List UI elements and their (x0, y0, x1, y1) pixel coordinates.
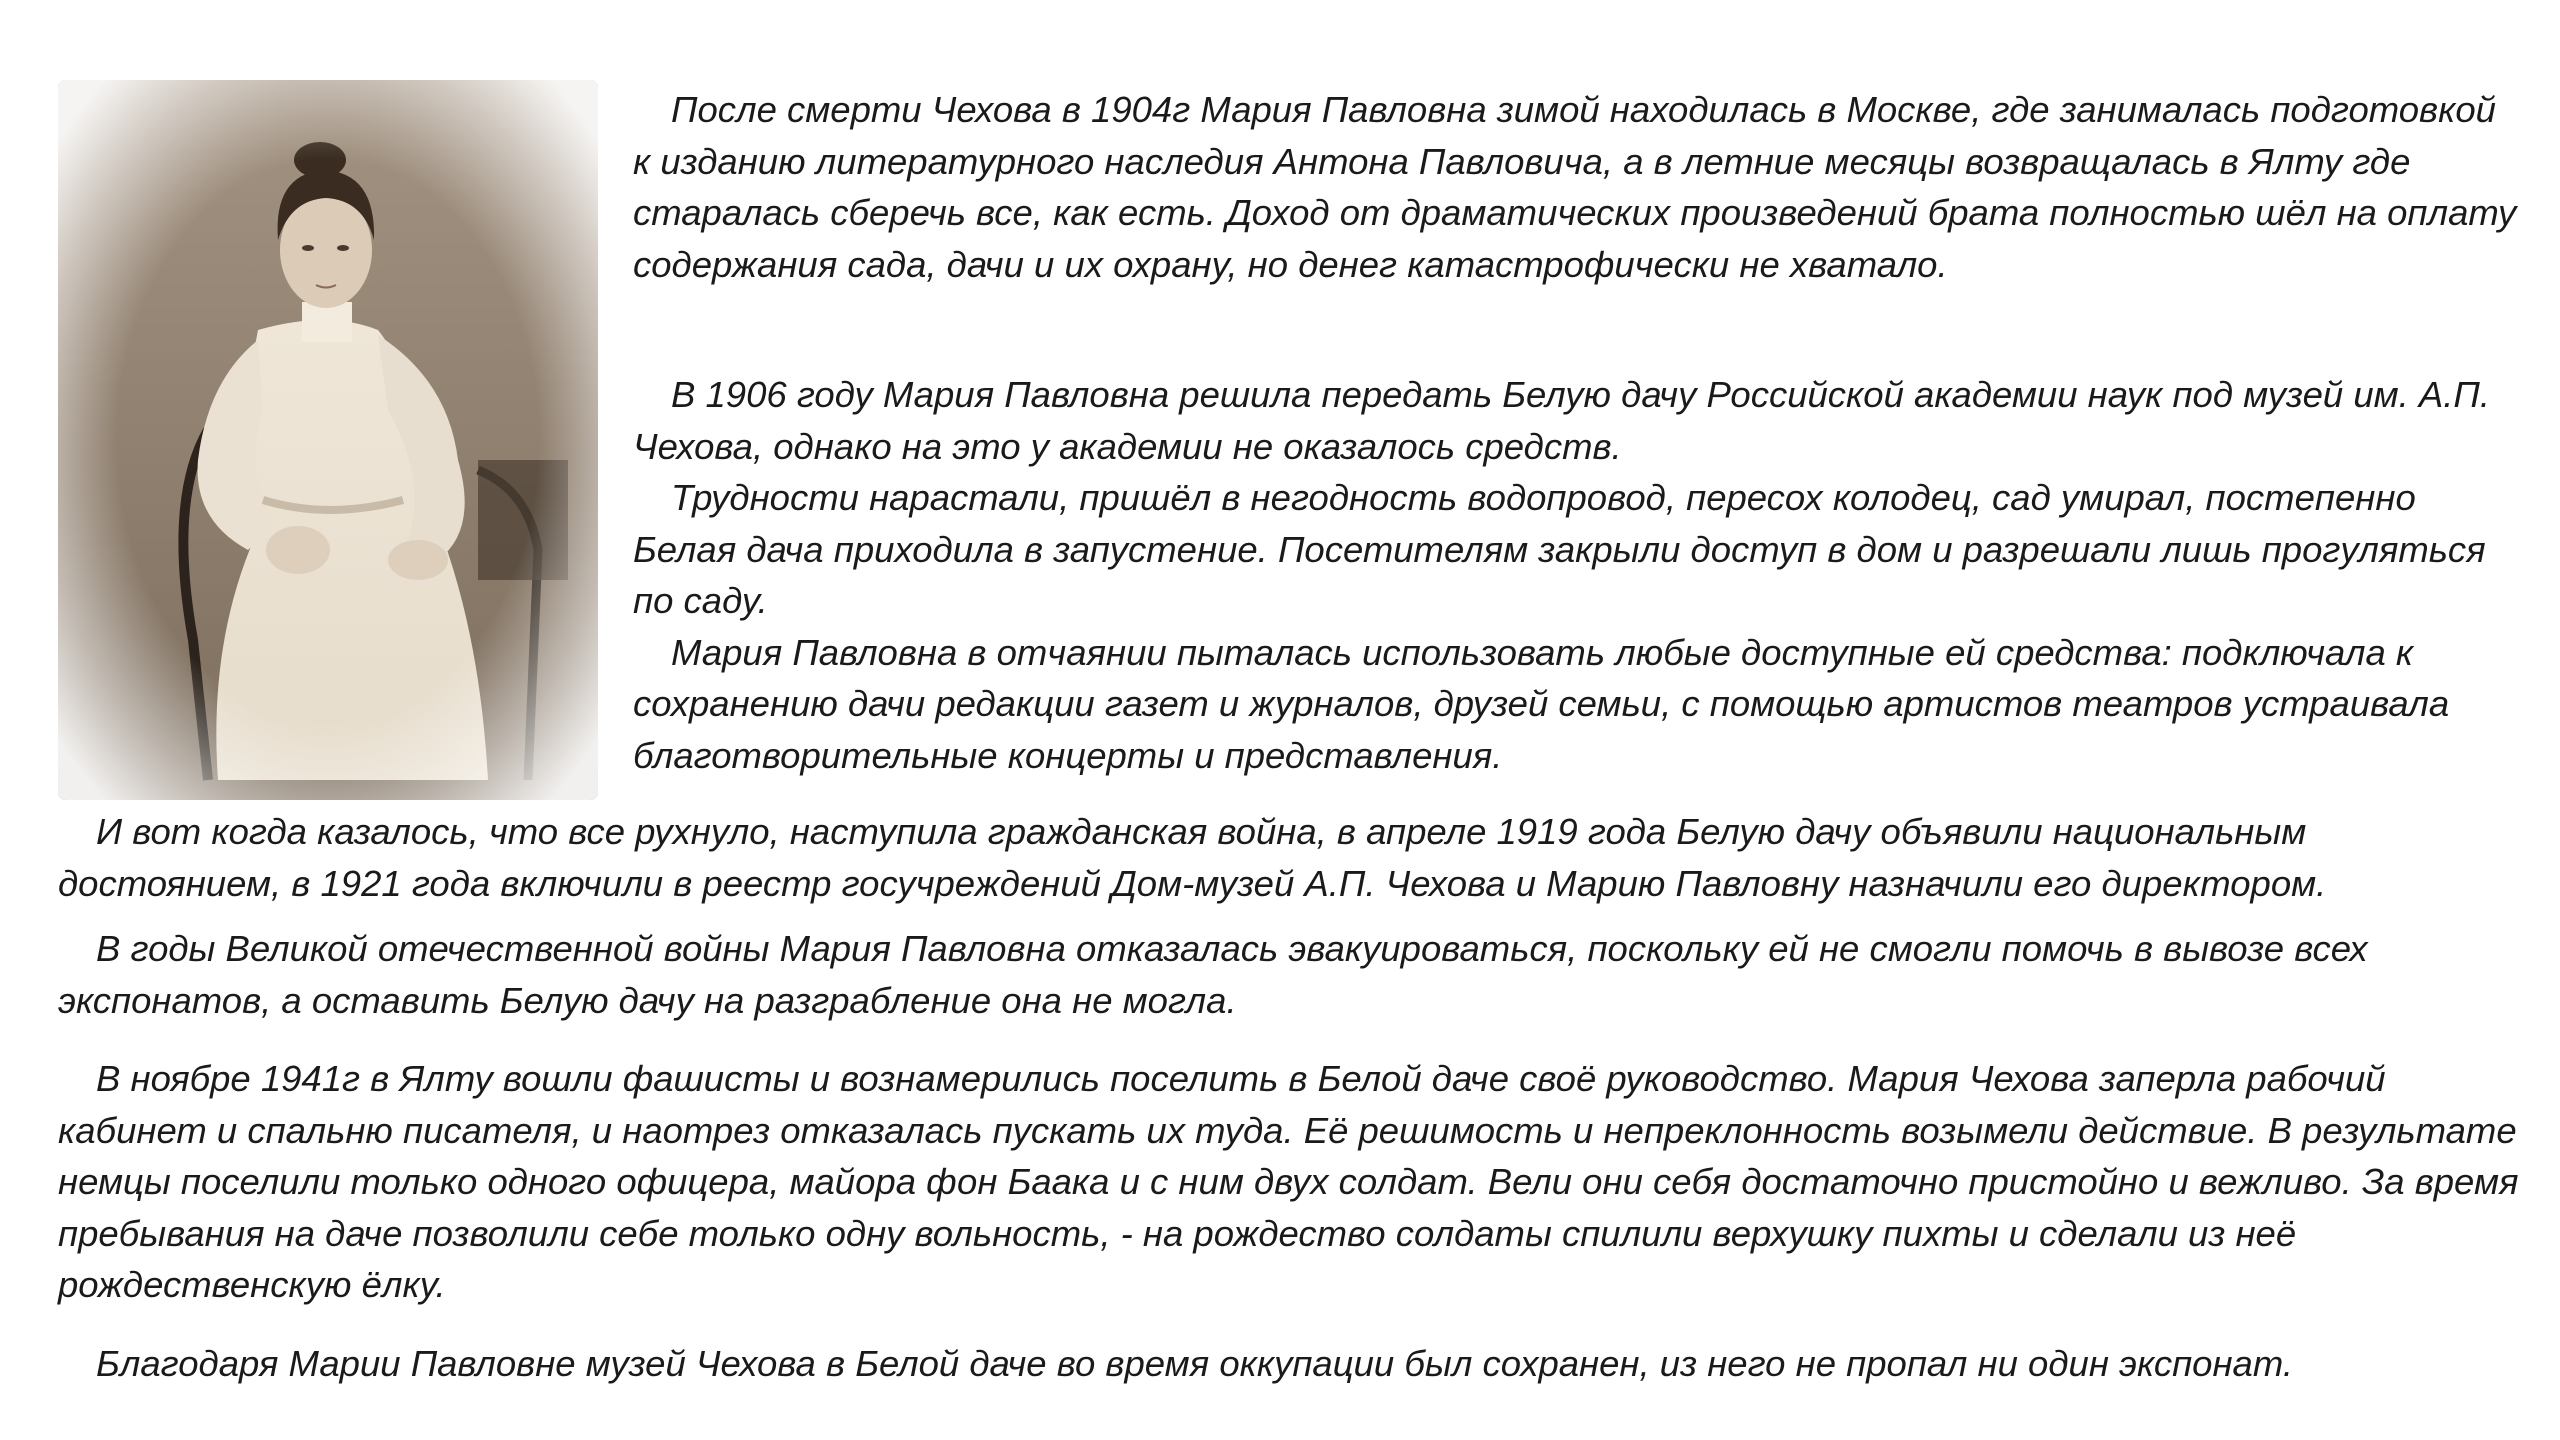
text-block-top (633, 84, 2523, 290)
portrait-photo (58, 80, 598, 800)
paragraph-7: В ноябре 1941г в Ялту вошли фашисты и вознамерились поселить в Белой даче своё руководство. Мария Чехова заперла рабочий кабинет и спальню писателя, и наотрез отказалась пускать их туда. Её решимость и непреклонность возымели действие. В результате немцы поселили только одного офицера, майора фон Баака и с ним двух солдат. Вели они себя достаточно пристойно и вежливо. За время пребывания на даче позволили себе только одну вольность, - на рождество солдаты спилили верхушку пихты и сделали из неё рождественскую ёлку. (58, 1058, 2519, 1305)
paragraph-6: В годы Великой отечественной войны Мария Павловна отказалась эвакуироваться, поскольку ей не смогли помочь в вывозе всех экспонатов, а оставить Белую дачу на разграбление она не могла. (58, 928, 2368, 1021)
text-block-middle (633, 369, 2523, 781)
text-block-bottom (58, 806, 2528, 1389)
paragraph-2: В 1906 году Мария Павловна решила передать Белую дачу Российской академии наук под музей им. А.П. Чехова, однако на это у академии не оказалось средств. (633, 374, 2491, 467)
paragraph-3: Трудности нарастали, пришёл в негодность водопровод, пересох колодец, сад умирал, постепенно Белая дача приходила в запустение. Посетителям закрыли доступ в дом и разрешали лишь прогуляться по саду. (633, 477, 2486, 621)
paragraph-4: Мария Павловна в отчаянии пыталась использовать любые доступные ей средства: подключала к сохранению дачи редакции газет и журналов, друзей семьи, с помощью артистов театров устраивала благотворительные концерты и представления. (633, 631, 2450, 776)
paragraph-5: И вот когда казалось, что все рухнуло, наступила гражданская война, в апреле 1919 года Белую дачу объявили национальным достоянием, в 1921 года включили в реестр госучреждений Дом-музей А.П. Чехова и Марию Павловну назначили его директором. (58, 811, 2327, 904)
paragraph-1: После смерти Чехова в 1904г Мария Павловна зимой находилась в Москве, где занималась подготовкой к изданию литературного наследия Антона Павловича, а в летние месяцы возвращалась в Ялту где старалась сберечь все, как есть. Доход от драматических произведений брата полностью шёл на оплату содержания сада, дачи и их охрану, но денег катастрофически не хватало. (633, 89, 2517, 285)
paragraph-8: Благодаря Марии Павловне музей Чехова в Белой даче во время оккупации был сохранен, из него не пропал ни один экспонат. (96, 1342, 2293, 1384)
portrait-photo-sepia-icon (58, 80, 598, 800)
